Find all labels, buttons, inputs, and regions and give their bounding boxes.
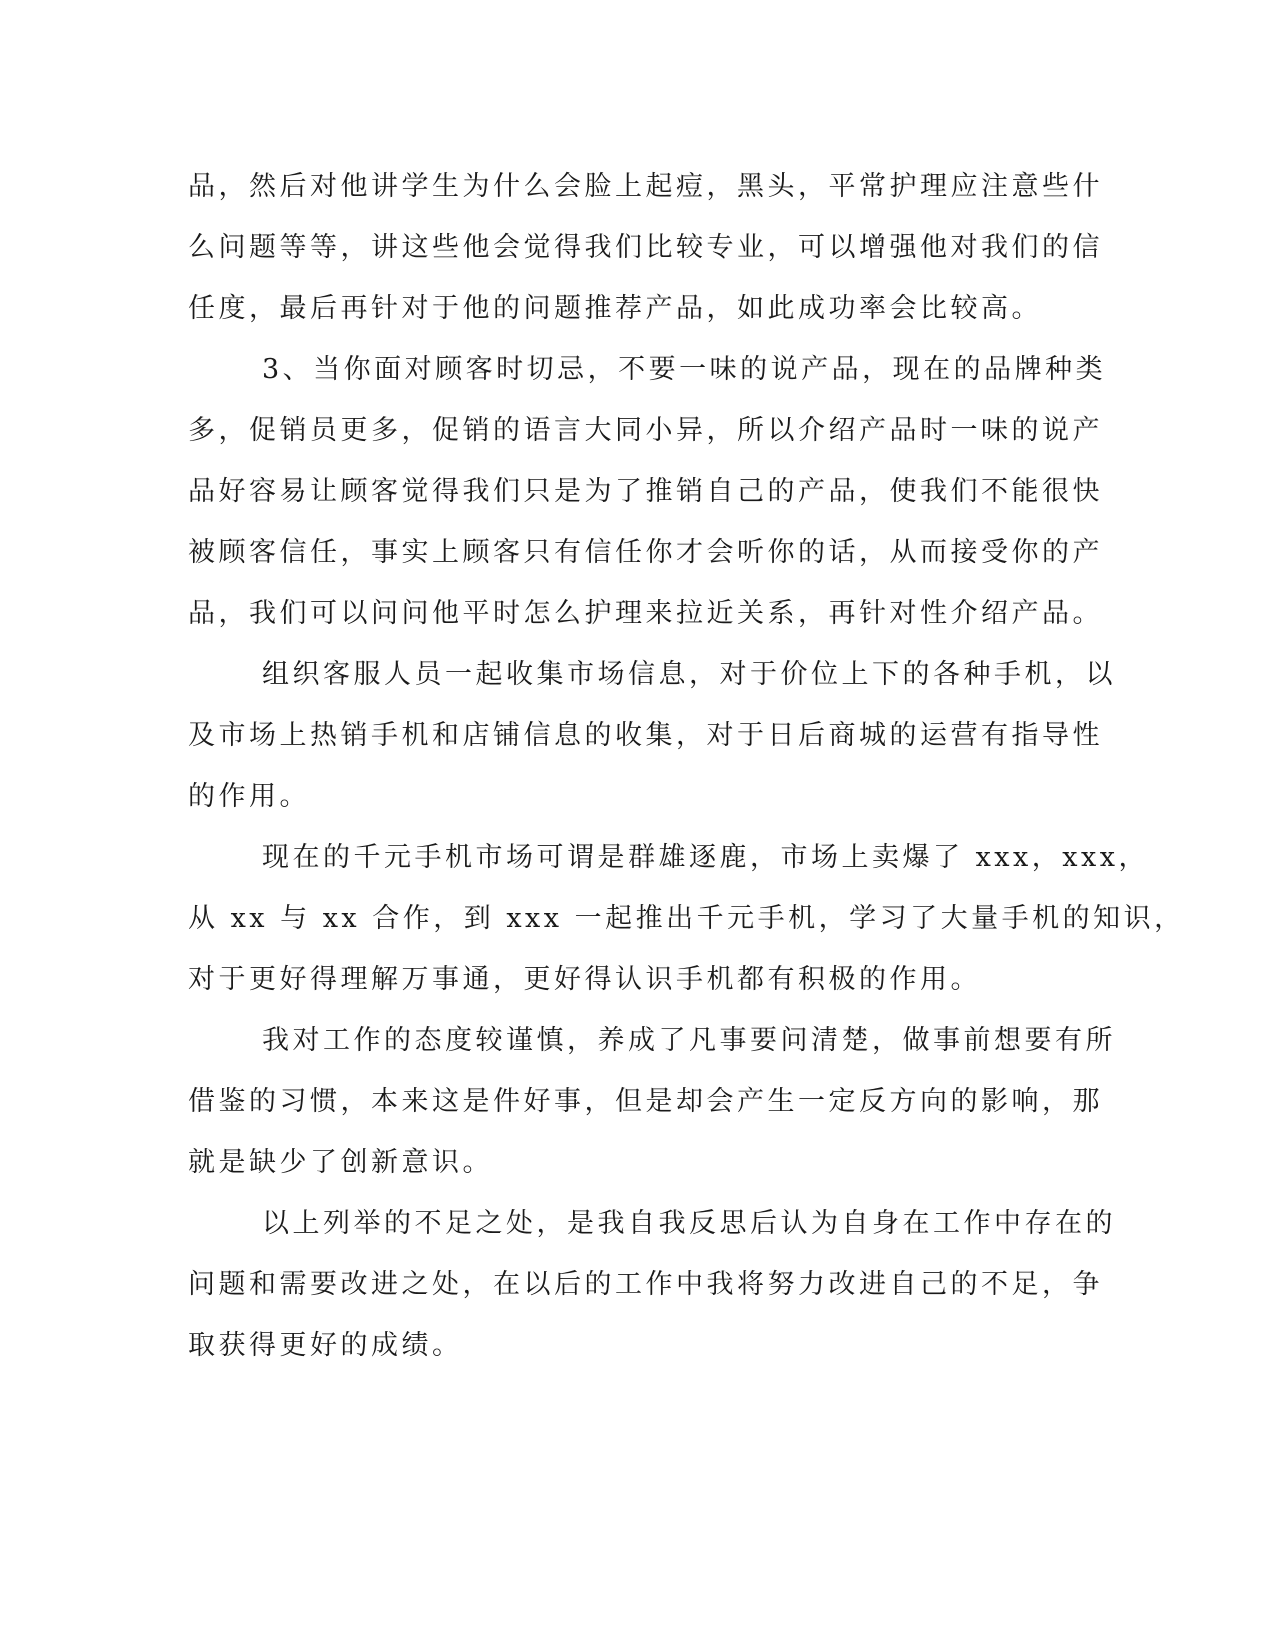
text-line: 被顾客信任，事实上顾客只有信任你才会听你的话，从而接受你的产 [188, 537, 1103, 568]
text-line: 我对工作的态度较谨慎，养成了凡事要问清楚，做事前想要有所 [262, 1025, 1116, 1056]
text-line: 多，促销员更多，促销的语言大同小异，所以介绍产品时一味的说产 [188, 415, 1103, 446]
text-line: 么问题等等，讲这些他会觉得我们比较专业，可以增强他对我们的信 [188, 232, 1103, 263]
text-line: 3、当你面对顾客时切忌，不要一味的说产品，现在的品牌种类 [262, 354, 1107, 385]
text-line: 组织客服人员一起收集市场信息，对于价位上下的各种手机，以 [262, 659, 1116, 690]
paragraph-5 [188, 1010, 1116, 1193]
paragraph-2 [188, 339, 1107, 644]
text-line: 的作用。 [188, 781, 310, 812]
document-body [188, 156, 1185, 1376]
paragraph-4 [188, 827, 1185, 1010]
text-line: 及市场上热销手机和店铺信息的收集，对于日后商城的运营有指导性 [188, 720, 1103, 751]
paragraph-3 [188, 644, 1116, 827]
text-line: 品好容易让顾客觉得我们只是为了推销自己的产品，使我们不能很快 [188, 476, 1103, 507]
text-line: 问题和需要改进之处，在以后的工作中我将努力改进自己的不足，争 [188, 1269, 1103, 1300]
text-line: 取获得更好的成绩。 [188, 1330, 463, 1361]
text-line: 品，然后对他讲学生为什么会脸上起痘，黑头，平常护理应注意些什 [188, 171, 1103, 202]
paragraph-1 [188, 156, 1103, 339]
text-line: 任度，最后再针对于他的问题推荐产品，如此成功率会比较高。 [188, 293, 1042, 324]
text-line: 借鉴的习惯，本来这是件好事，但是却会产生一定反方向的影响，那 [188, 1086, 1103, 1117]
text-line: 对于更好得理解万事通，更好得认识手机都有积极的作用。 [188, 964, 981, 995]
text-line: 就是缺少了创新意识。 [188, 1147, 493, 1178]
paragraph-6 [188, 1193, 1116, 1376]
text-line: 现在的千元手机市场可谓是群雄逐鹿，市场上卖爆了 xxx，xxx， [262, 842, 1149, 873]
text-line: 品，我们可以问问他平时怎么护理来拉近关系，再针对性介绍产品。 [188, 598, 1103, 629]
text-line: 从 xx 与 xx 合作，到 xxx 一起推出千元手机，学习了大量手机的知识， [188, 903, 1185, 934]
text-line: 以上列举的不足之处，是我自我反思后认为自身在工作中存在的 [262, 1208, 1116, 1239]
